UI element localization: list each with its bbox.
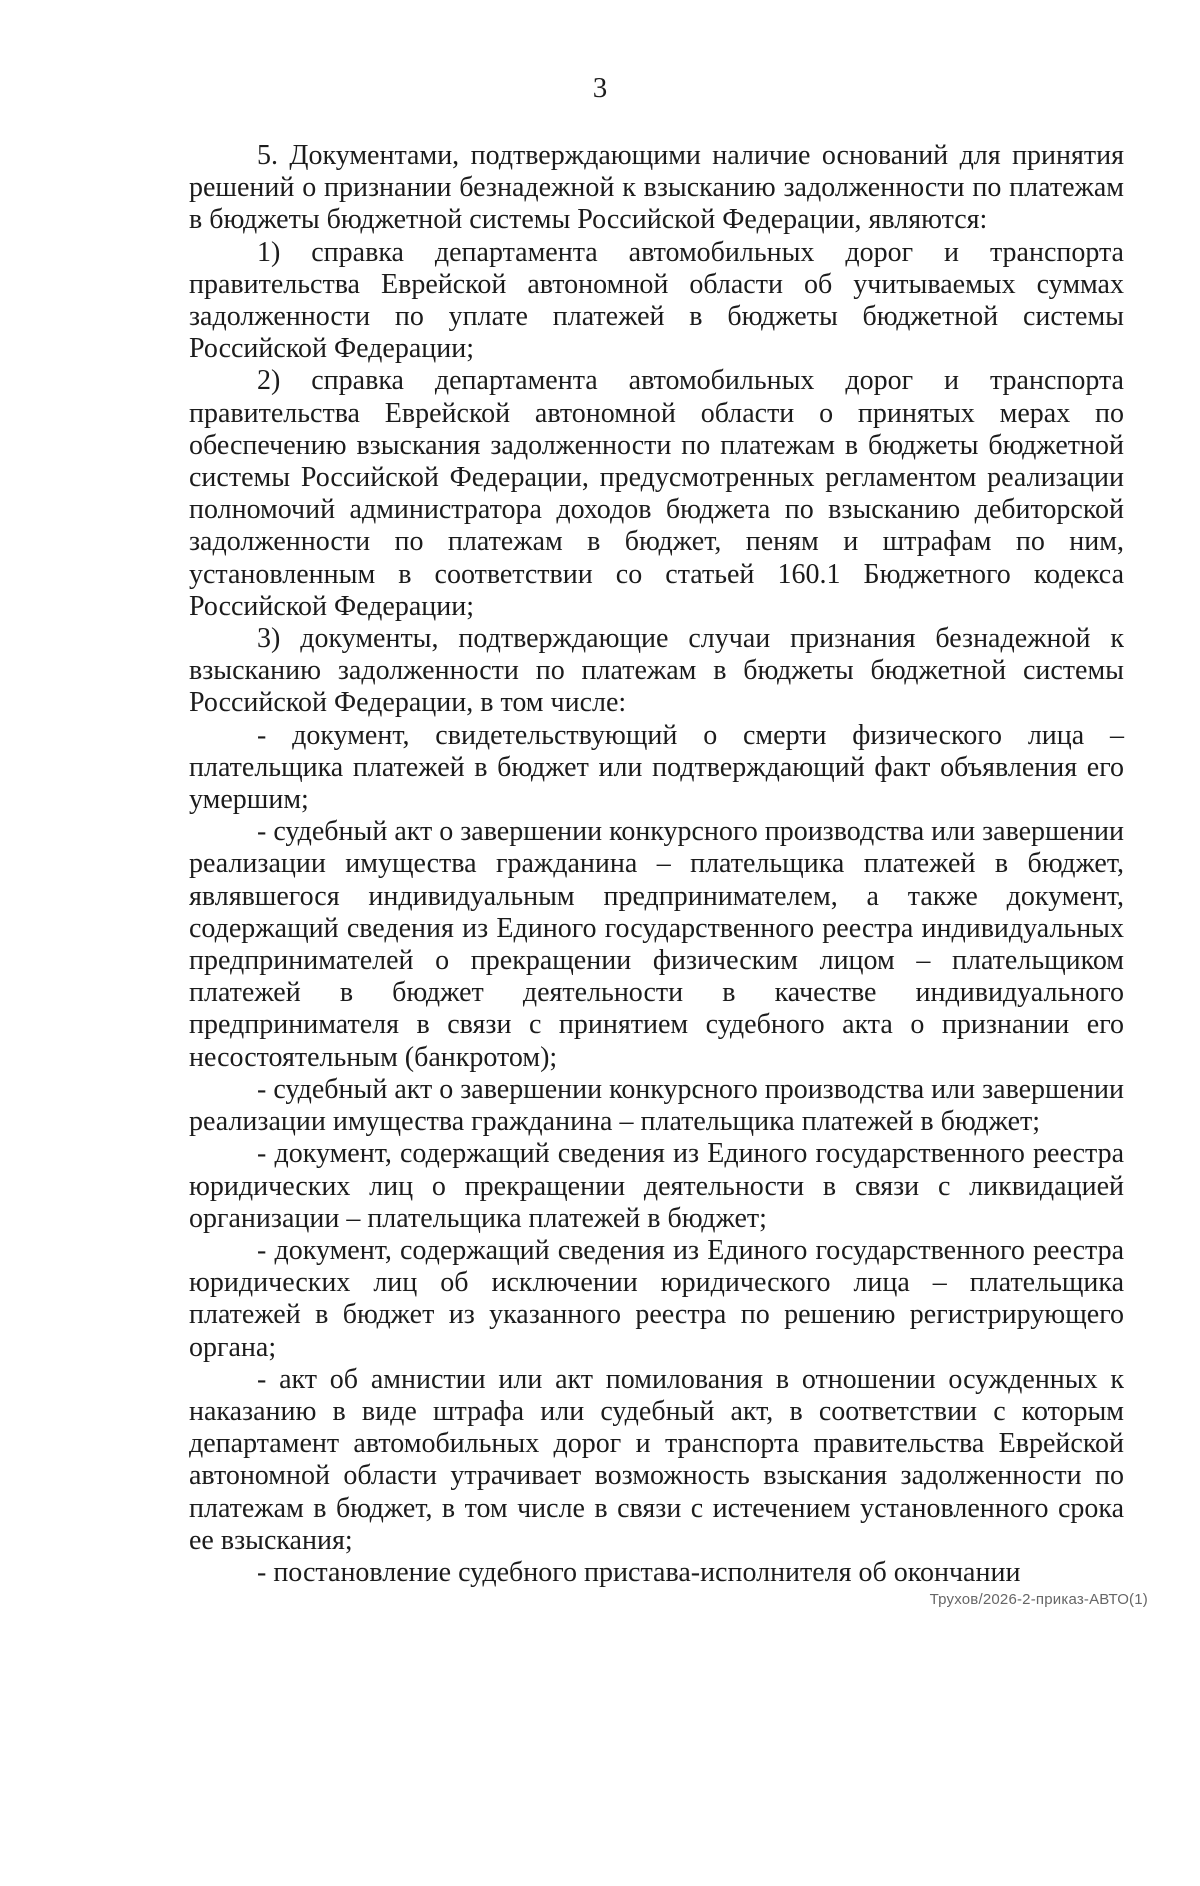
sub-item-amnesty-act: - акт об амнистии или акт помилования в отношении осужденных к наказанию в виде штрафа или судебный акт, в соответствии с которым департамент автомобильных дорог и транспорта правительства Еврейской автономной области утрачивает возможность взыскания задолженности по платежам в бюджет, в том числе в связи с истечением установленного срока ее взыскания; — [189, 1363, 1124, 1556]
sub-item-bankruptcy-entrepreneur: - судебный акт о завершении конкурсного производства или завершении реализации имущества гражданина – плательщика платежей в бюджет, являвшегося индивидуальным предпринимателем, а также документ, содержащий сведения из Единого государственного реестра индивидуальных предпринимателей о прекращении физическим лицом – плательщиком платежей в бюджет деятельности в качестве индивидуального предпринимателя в связи с принятием судебного акта о признании его несостоятельным (банкротом); — [189, 816, 1125, 1073]
list-item-2: 2) справка департамента автомобильных дорог и транспорта правительства Еврейской автономной области о принятых мерах по обеспечению взыскания задолженности по платежам в бюджеты бюджетной системы Российской Федерации, предусмотренных регламентом реализации полномочий администратора доходов бюджета по взысканию дебиторской задолженности по платежам в бюджет, пеням и штрафам по ним, установленным в соответствии со статьей 160.1 Бюджетного кодекса Российской Федерации; — [189, 365, 1124, 622]
sub-item-bankruptcy-citizen: - судебный акт о завершении конкурсного производства или завершении реализации имущества гражданина – плательщика платежей в бюджет; — [189, 1073, 1125, 1138]
paragraph-intro: 5. Документами, подтверждающими наличие оснований для принятия решений о признании безнадежной к взысканию задолженности по платежам в бюджеты бюджетной системы Российской Федерации, являются: — [189, 140, 1124, 236]
list-item-3: 3) документы, подтверждающие случаи признания безнадежной к взысканию задолженности по платежам в бюджеты бюджетной системы Российской Федерации, в том числе: — [189, 623, 1124, 719]
sub-item-bailiff-resolution: - постановление судебного пристава-исполнителя об окончании — [257, 1556, 1021, 1588]
document-body — [189, 140, 1124, 1589]
document-footer-code: Трухов/2026-2-приказ-АВТО(1) — [929, 1591, 1148, 1608]
sub-item-registry-exclusion: - документ, содержащий сведения из Единого государственного реестра юридических лиц об исключении юридического лица – плательщика платежей в бюджет из указанного реестра по решению регистрирующего органа; — [189, 1234, 1124, 1363]
page-number: 3 — [592, 72, 608, 104]
sub-item-death-document: - документ, свидетельствующий о смерти физического лица – плательщика платежей в бюджет или подтверждающий факт объявления его умершим; — [189, 719, 1124, 816]
sub-item-liquidation: - документ, содержащий сведения из Единого государственного реестра юридических лиц о прекращении деятельности в связи с ликвидацией организации – плательщика платежей в бюджет; — [189, 1138, 1124, 1234]
list-item-1: 1) справка департамента автомобильных дорог и транспорта правительства Еврейской автономной области об учитываемых суммах задолженности по уплате платежей в бюджеты бюджетной системы Российской Федерации; — [189, 236, 1124, 365]
